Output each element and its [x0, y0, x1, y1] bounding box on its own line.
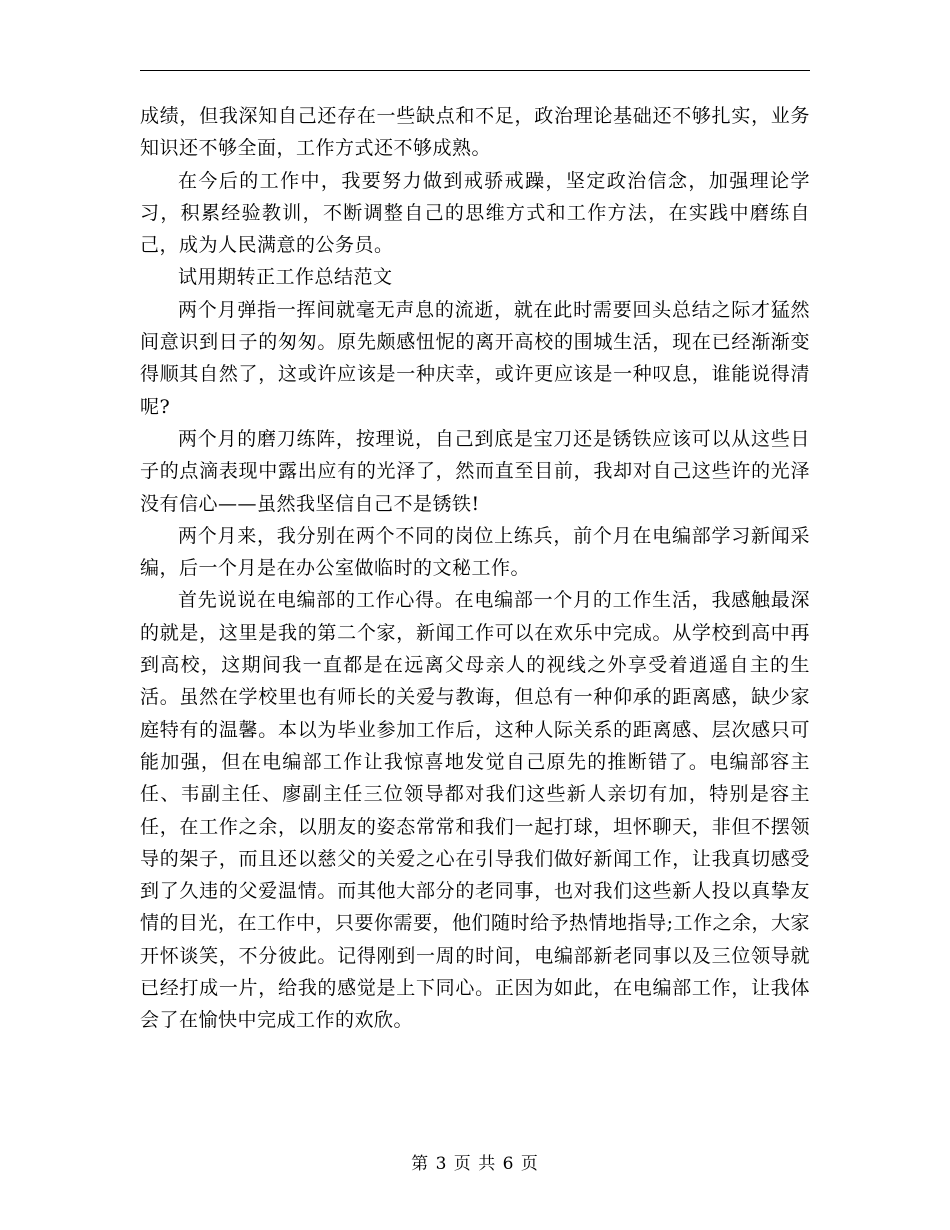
- paragraph-two-posts: 两个月来，我分别在两个不同的岗位上练兵，前个月在电编部学习新闻采编，后一个月是在办公室做临时的文秘工作。: [140, 524, 810, 580]
- paragraph-continuation: 成绩，但我深知自己还存在一些缺点和不足，政治理论基础还不够扎实，业务知识还不够全面，工作方式还不够成熟。: [140, 105, 810, 160]
- paragraph-sharpening: 两个月的磨刀练阵，按理说，自己到底是宝刀还是锈铁应该可以从这些日子的点滴表现中露出应有的光泽了，然而直至目前，我却对自己这些许的光泽没有信心——虽然我坚信自己不是锈铁!: [140, 427, 810, 515]
- header-rule: [140, 70, 810, 71]
- paragraph-two-months: 两个月弹指一挥间就毫无声息的流逝，就在此时需要回头总结之际才猛然间意识到日子的匆匆。原先颇感忸怩的离开高校的围城生活，现在已经渐渐变得顺其自然了，这或许应该是一种庆幸，或许更应该是一种叹息，谁能说得清呢?: [140, 298, 810, 418]
- page-number: 第 3 页 共 6 页: [411, 1154, 539, 1174]
- paragraph-future-work: 在今后的工作中，我要努力做到戒骄戒躁，坚定政治信念，加强理论学习，积累经验教训，不断调整自己的思维方式和工作方法，在实践中磨练自己，成为人民满意的公务员。: [140, 169, 810, 257]
- document-body: [140, 100, 810, 1037]
- paragraph-editing-dept: 首先说说在电编部的工作心得。在电编部一个月的工作生活，我感触最深的就是，这里是我的第二个家，新闻工作可以在欢乐中完成。从学校到高中再到高校，这期间我一直都是在远离父母亲人的视线之外享受着逍遥自主的生活。虽然在学校里也有师长的关爱与教诲，但总有一种仰承的距离感，缺少家庭特有的温馨。本以为毕业参加工作后，这种人际关系的距离感、层次感只可能加强，但在电编部工作让我惊喜地发觉自己原先的推断错了。电编部容主任、韦副主任、廖副主任三位领导都对我们这些新人亲切有加，特别是容主任，在工作之余，以朋友的姿态常常和我们一起打球，坦怀聊天，非但不摆领导的架子，而且还以慈父的关爱之心在引导我们做好新闻工作，让我真切感受到了久违的父爱温情。而其他大部分的老同事，也对我们这些新人投以真挚友情的目光，在工作中，只要你需要，他们随时给予热情地指导;工作之余，大家开怀谈笑，不分彼此。记得刚到一周的时间，电编部新老同事以及三位领导就已经打成一片，给我的感觉是上下同心。正因为如此，在电编部工作，让我体会了在愉快中完成工作的欢欣。: [140, 589, 810, 1032]
- section-title: 试用期转正工作总结范文: [178, 266, 393, 289]
